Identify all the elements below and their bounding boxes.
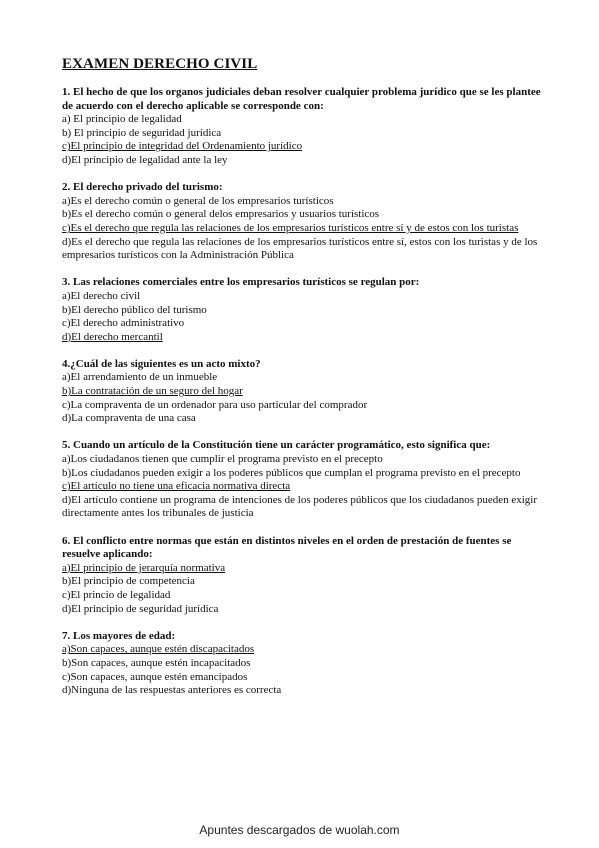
- answer-options: [62, 290, 546, 344]
- answer-option: d)El principio de legalidad ante la ley: [62, 153, 228, 166]
- answer-option: a)El arrendamiento de un inmueble: [62, 371, 218, 384]
- questions-list: [62, 86, 546, 711]
- answer-option: b)Los ciudadanos pueden exigir a los poderes públicos que cumplan el programa previsto en el precepto: [62, 466, 521, 479]
- answer-option: d)El principio de seguridad jurídica: [62, 602, 219, 615]
- answer-options: [62, 371, 546, 425]
- footer-watermark: Apuntes descargados de wuolah.com: [199, 823, 400, 837]
- answer-options: [62, 643, 546, 697]
- question-text: 2. El derecho privado del turismo:: [62, 181, 223, 194]
- question-text: 3. Las relaciones comerciales entre los empresarios turísticos se regulan por:: [62, 276, 420, 289]
- answer-option: d)La compraventa de una casa: [62, 412, 196, 425]
- answer-option: c)La compraventa de un ordenador para uso particular del comprador: [62, 398, 368, 411]
- answer-option: b)Es el derecho común o general delos empresarios y usuarios turísticos: [62, 208, 380, 221]
- question-text: 5. Cuando un artículo de la Constitución tiene un carácter programático, esto significa que:: [62, 439, 491, 452]
- answer-option: b)El principio de competencia: [62, 575, 195, 588]
- answer-option: c)El princio de legalidad: [62, 588, 171, 601]
- question-block: [62, 181, 546, 263]
- answer-option: a)Es el derecho común o general de los empresarios turísticos: [62, 194, 334, 207]
- answer-option: a) El principio de legalidad: [62, 113, 182, 126]
- answer-option-correct: d)El derecho mercantil: [62, 330, 163, 343]
- question-block: [62, 358, 546, 426]
- question-text: 1. El hecho de que los organos judiciales deban resolver cualquier problema jurídico que se les plantee de acuerdo con el derecho aplicable se corresponde con:: [62, 86, 541, 112]
- answer-options: [62, 453, 546, 521]
- question-block: [62, 535, 546, 617]
- answer-option-correct: c)Es el derecho que regula las relaciones de los empresarios turísticos entre sí y de estos con los turistas: [62, 221, 519, 234]
- answer-option: c)Son capaces, aunque estén emancipados: [62, 670, 248, 683]
- answer-option: d)Es el derecho que regula las relaciones de los empresarios turísticos entre sí, estos con los turistas y de los empresarios turísticos con la Administración Pública: [62, 235, 538, 262]
- answer-option-correct: a)El principio de jerarquía normativa: [62, 561, 226, 574]
- answer-options: [62, 562, 546, 616]
- answer-option: c)El derecho administrativo: [62, 317, 185, 330]
- question-block: [62, 630, 546, 698]
- question-text: 6. El conflicto entre normas que están en distintos niveles en el orden de prestación de fuentes se resuelve aplicando:: [62, 534, 512, 561]
- answer-option-correct: c)El artículo no tiene una eficacia normativa directa: [62, 480, 291, 493]
- document-title: EXAMEN DERECHO CIVIL: [62, 56, 258, 72]
- answer-option-correct: b)La contratación de un seguro del hogar: [62, 385, 243, 398]
- answer-option-correct: a)Son capaces, aunque estén discapacitados: [62, 643, 255, 656]
- question-block: [62, 276, 546, 344]
- answer-option: b) El principio de seguridad jurídica: [62, 126, 222, 139]
- answer-options: [62, 195, 546, 263]
- question-block: [62, 439, 546, 521]
- answer-option-correct: c)El principio de integridad del Ordenamiento jurídico: [62, 140, 303, 153]
- question-text: 4.¿Cuál de las siguientes es un acto mixto?: [62, 357, 261, 370]
- answer-option: a)Los ciudadanos tienen que cumplir el programa previsto en el precepto: [62, 453, 383, 466]
- answer-option: d)Ninguna de las respuestas anteriores es correcta: [62, 684, 282, 697]
- question-text: 7. Los mayores de edad:: [62, 629, 176, 642]
- answer-option: b)El derecho público del turismo: [62, 303, 207, 316]
- answer-option: a)El derecho civil: [62, 289, 141, 302]
- answer-options: [62, 113, 546, 167]
- answer-option: b)Son capaces, aunque estén incapacitados: [62, 656, 251, 669]
- question-block: [62, 86, 546, 168]
- answer-option: d)El artículo contiene un programa de intenciones de los poderes públicos que los ciudadanos pueden exigir directamente antes los tribunales de justicia: [62, 493, 537, 520]
